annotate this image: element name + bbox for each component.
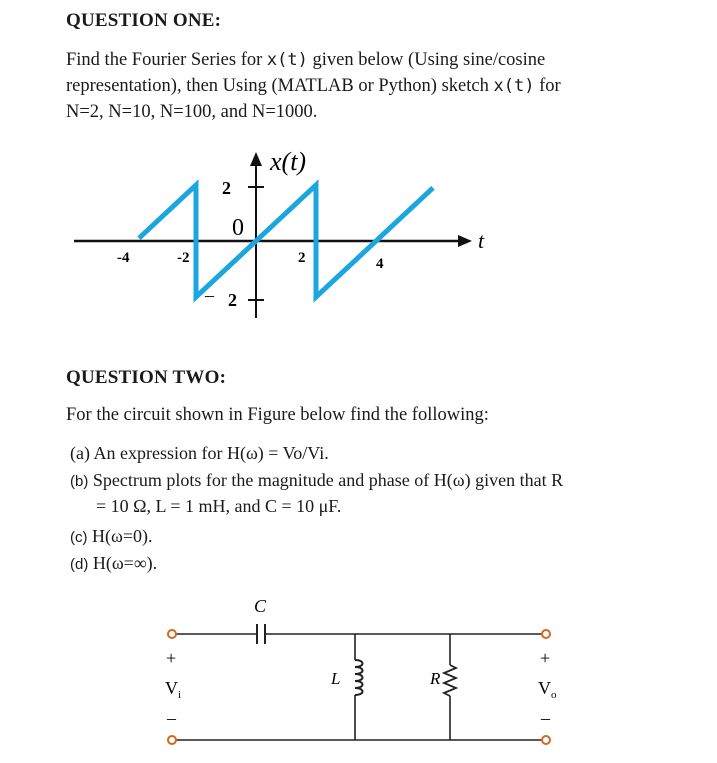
inductor-coil (355, 660, 363, 695)
q1-line1-b: given below (Using sine/cosine (307, 50, 546, 70)
resistor-zigzag (444, 665, 456, 696)
q1-line1-a: Find the Fourier Series for (66, 50, 267, 70)
q1-var-xt: x(t) (266, 50, 308, 70)
vout-terminal-bottom (542, 736, 550, 744)
q2-item-b (70, 468, 563, 494)
vin-plus: + (166, 648, 177, 668)
q2-item-b-cont: = 10 Ω, L = 1 mH, and C = 10 μF. (96, 496, 342, 516)
x-axis-label: t (478, 228, 485, 253)
x-tick-2: 2 (298, 250, 306, 266)
resistor-label: R (430, 669, 441, 688)
x-tick-4: 4 (376, 256, 384, 272)
y-axis-arrow-icon (250, 152, 262, 166)
vin-minus: – (167, 708, 176, 728)
y-axis-label: x(t) (270, 147, 307, 176)
vout-minus: – (541, 708, 550, 728)
x-tick-neg4: -4 (117, 250, 130, 266)
question-two-intro: For the circuit shown in Figure below find the following: (66, 405, 489, 425)
rlc-circuit (150, 590, 570, 760)
item-text: H(ω=∞). (92, 553, 158, 573)
x-axis-arrow-icon (458, 235, 472, 247)
origin-label: 0 (232, 215, 244, 241)
vout-plus: + (540, 648, 551, 668)
item-text: An expression for H(ω) = Vo/Vi. (93, 443, 329, 463)
vin-label: $V_i$ (165, 678, 182, 701)
vout-terminal-top (542, 630, 550, 638)
q2-item-d (70, 551, 157, 577)
sawtooth-graph (60, 140, 500, 320)
capacitor-label: C (254, 596, 267, 616)
vin-terminal-top (168, 630, 176, 638)
item-label: (b) (70, 473, 89, 490)
q1-line2-b: for (534, 76, 561, 96)
item-label: (a) (70, 443, 90, 463)
question-one-text (66, 47, 696, 125)
item-text: H(ω=0). (92, 526, 153, 546)
q2-item-a (70, 441, 329, 465)
q1-var-xt-2: x(t) (493, 76, 535, 96)
vin-terminal-bottom (168, 736, 176, 744)
q1-line3: N=2, N=10, N=100, and N=1000. (66, 102, 318, 122)
q1-line2-a: representation), then Using (MATLAB or Python) sketch (66, 76, 494, 96)
minus-sign: – (205, 285, 214, 305)
y-tick-top-label: 2 (222, 178, 231, 198)
item-label: (d) (70, 556, 89, 573)
item-text: Spectrum plots for the magnitude and phase of H(ω) given that R (92, 470, 564, 490)
item-label: (c) (70, 529, 88, 546)
vout-label: $V_o$ (538, 678, 557, 701)
inductor-label: L (331, 669, 341, 688)
question-one-heading: QUESTION ONE: (66, 10, 222, 31)
y-tick-bottom-label: 2 (228, 290, 237, 310)
x-tick-neg2: -2 (177, 250, 190, 266)
question-two-heading: QUESTION TWO: (66, 367, 227, 388)
q2-item-c (70, 524, 153, 550)
